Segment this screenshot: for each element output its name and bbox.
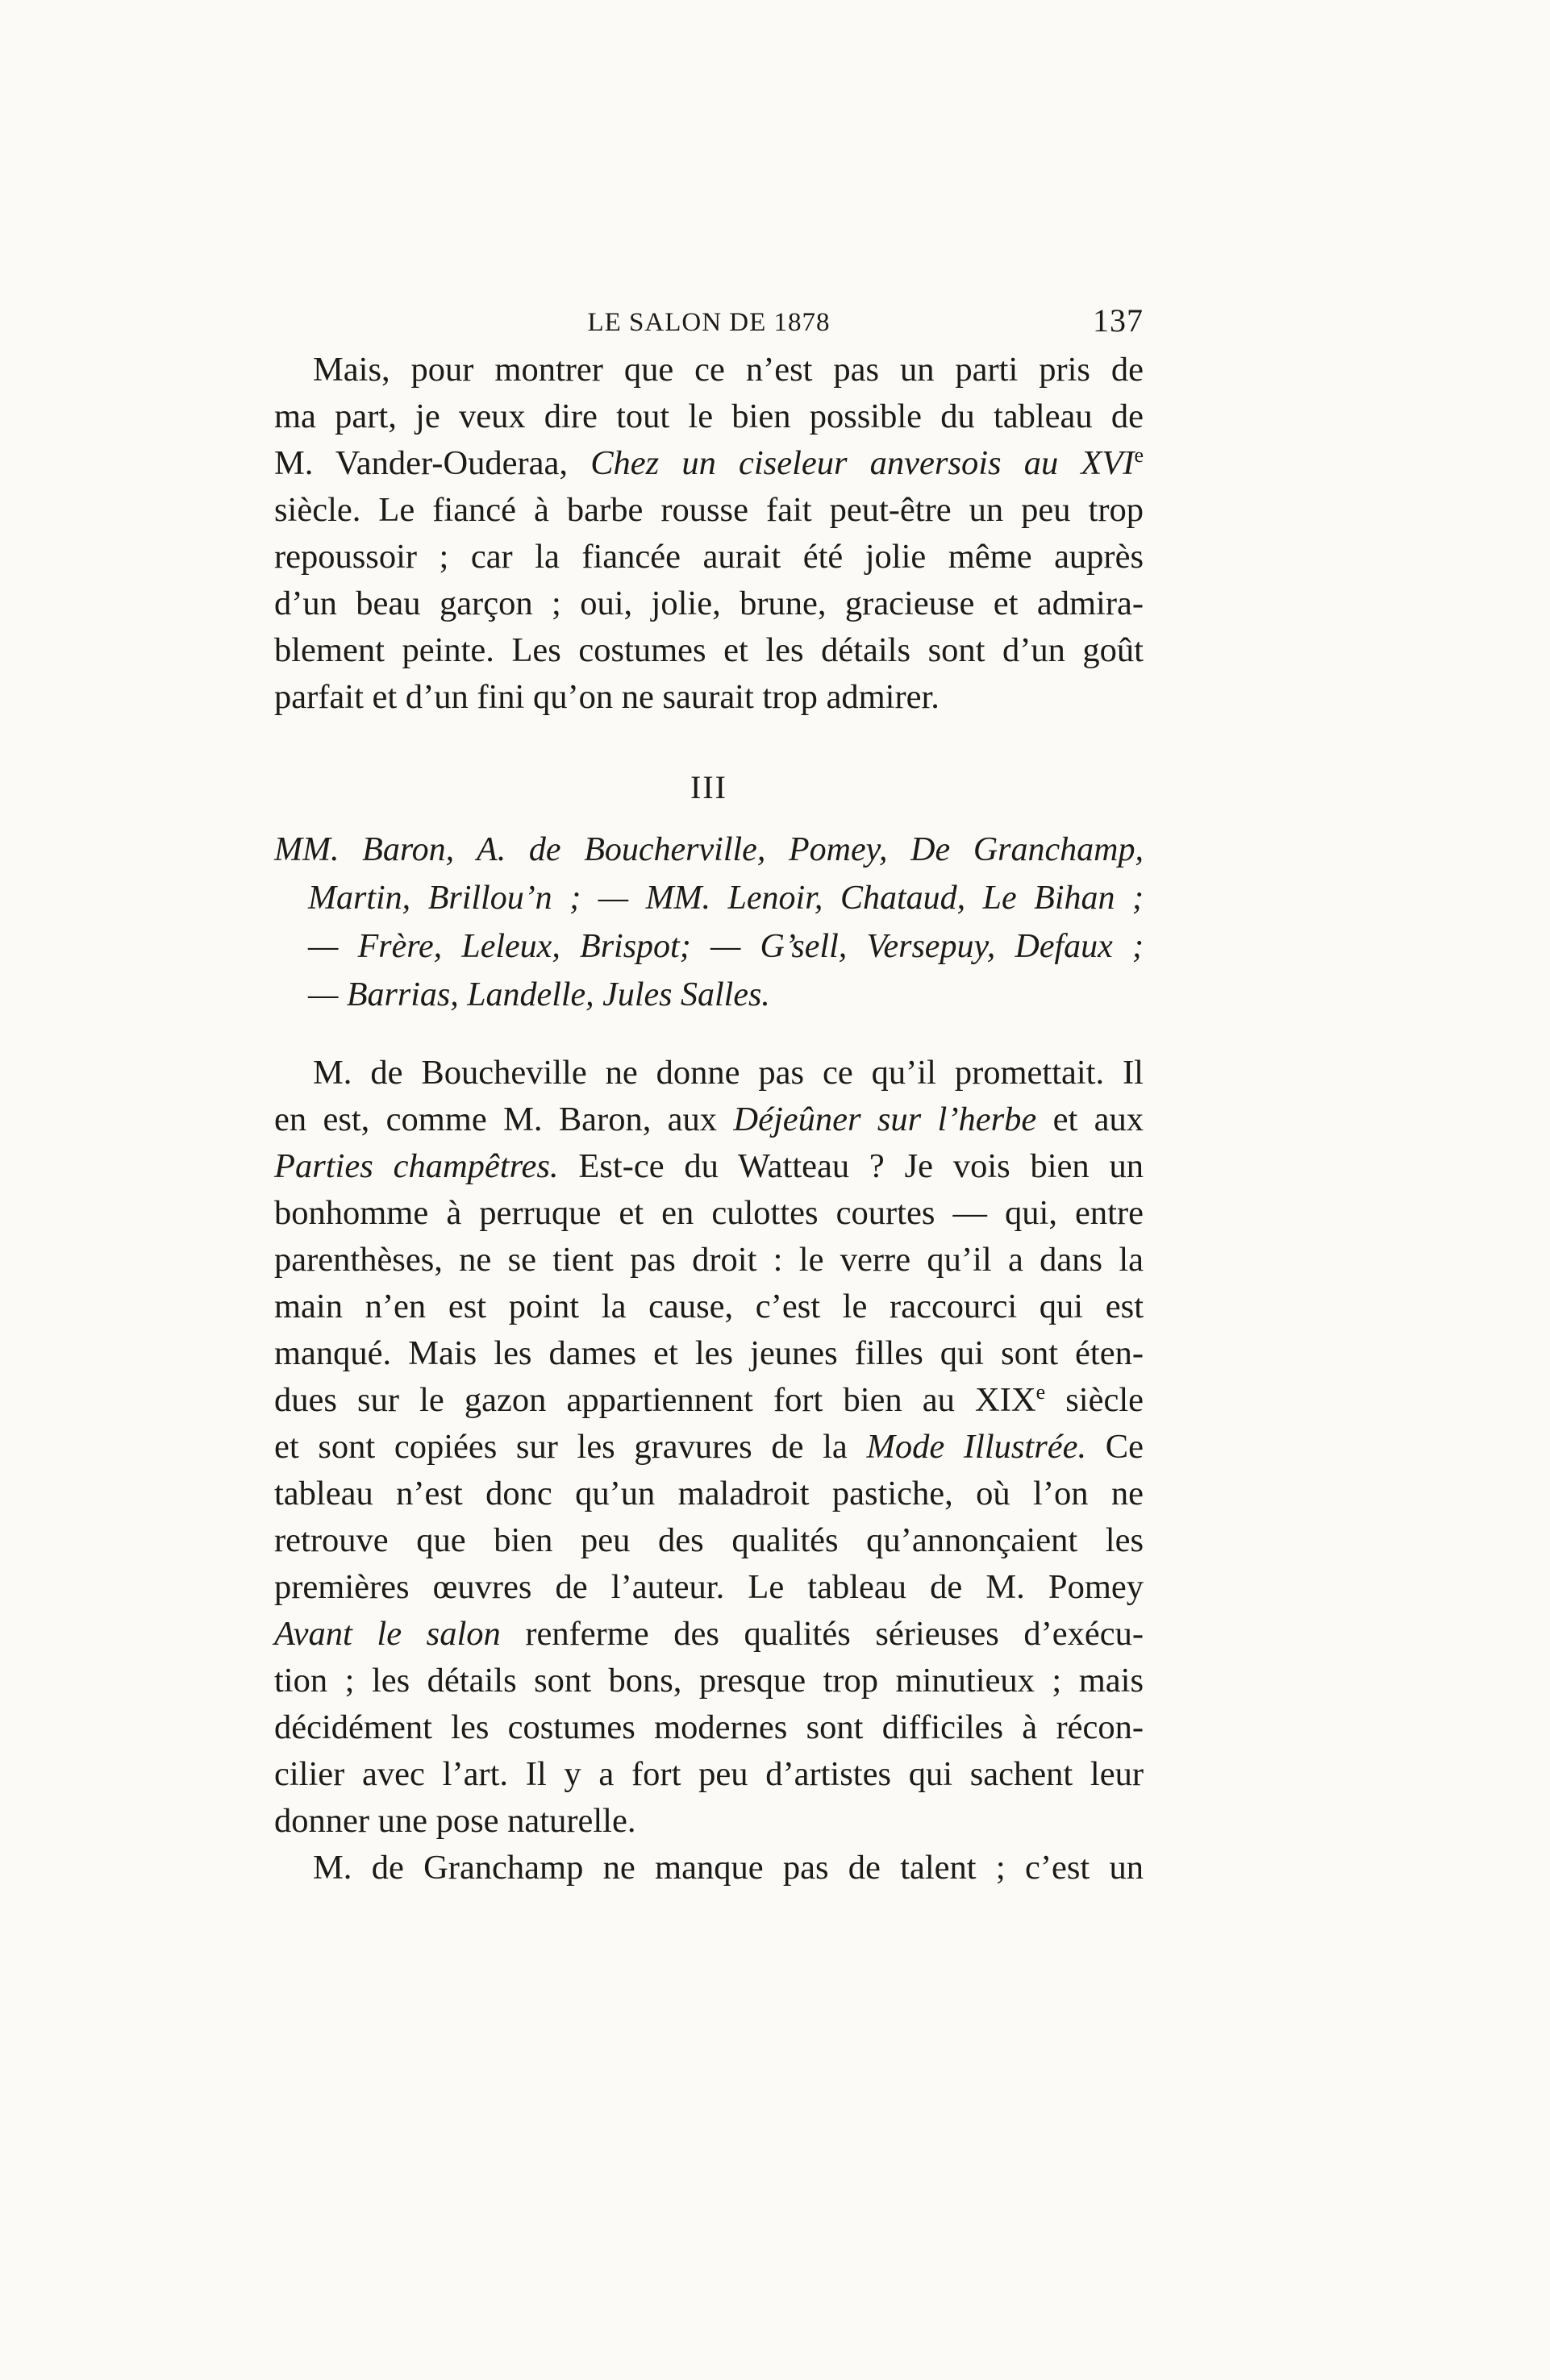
paragraph-granchamp — [274, 1845, 1144, 1891]
text-line: main n’en est point la cause, c’est le raccourci qui est — [274, 1288, 1144, 1325]
text-line: d’un beau garçon ; oui, jolie, brune, gracieuse et admira- — [274, 585, 1144, 622]
text-fragment: et aux — [1036, 1101, 1144, 1138]
paragraph-vander-ouderaa — [274, 347, 1144, 721]
text-line: manqué. Mais les dames et les jeunes filles qui sont éten- — [274, 1334, 1144, 1372]
text-line — [274, 1611, 1144, 1658]
text-line: ma part, je veux dire tout le bien possible du tableau de — [274, 397, 1144, 435]
text-line — [274, 1096, 1144, 1143]
text-line: tion ; les détails sont bons, presque trop minutieux ; mais — [274, 1662, 1144, 1700]
painting-title: Avant le salon — [274, 1615, 501, 1653]
text-line: M. de Granchamp ne manque pas de talent ; c’est un — [313, 1849, 1144, 1887]
names-line: — Barrias, Landelle, Jules Salles. — [308, 976, 770, 1013]
publication-title: Mode Illustrée. — [866, 1428, 1087, 1466]
page-number: 137 — [1093, 302, 1144, 339]
painting-title: Parties champêtres. — [274, 1147, 559, 1185]
text-fragment: renferme des qualités sérieuses d’exécu- — [500, 1615, 1144, 1653]
names-line: Martin, Brillou’n ; — MM. Lenoir, Chataud, Le Bihan ; — [308, 880, 1144, 917]
text-line: repoussoir ; car la fiancée aurait été jolie même auprès — [274, 538, 1144, 576]
text-fragment: Est-ce du Watteau ? Je vois bien un — [558, 1147, 1144, 1185]
names-line: MM. Baron, A. de Boucherville, Pomey, De Granchamp, — [274, 831, 1144, 868]
text-line: bonhomme à perruque et en culottes courtes — qui, entre — [274, 1194, 1144, 1232]
superscript: e — [1035, 1379, 1046, 1404]
text-fragment: Ce — [1086, 1428, 1144, 1466]
running-title: LE SALON DE 1878 — [587, 308, 831, 337]
names-line: — Frère, Leleux, Brispot; — G’sell, Versepuy, Defaux ; — [308, 928, 1144, 965]
text-line: blement peinte. Les costumes et les détails sont d’un goût — [274, 631, 1144, 669]
book-page — [274, 298, 1144, 1891]
text-line: tableau n’est donc qu’un maladroit pastiche, où l’on ne — [274, 1475, 1144, 1512]
text-fragment: en est, comme M. Baron, aux — [274, 1101, 734, 1138]
paragraph-boucheville — [274, 1050, 1144, 1845]
text-line: cilier avec l’art. Il y a fort peu d’artistes qui sachent leur — [274, 1755, 1144, 1793]
artist-names-list — [274, 826, 1144, 1019]
superscript: e — [1134, 443, 1144, 467]
text-line: donner une pose naturelle. — [274, 1802, 636, 1840]
text-fragment: dues sur le gazon appartiennent fort bien au XIX — [274, 1381, 1036, 1419]
text-line: premières œuvres de l’auteur. Le tableau de M. Pomey — [274, 1568, 1144, 1606]
text-fragment: siècle — [1045, 1381, 1144, 1419]
section-heading: III — [690, 769, 727, 805]
text-line: retrouve que bien peu des qualités qu’annonçaient les — [274, 1521, 1144, 1559]
text-fragment: M. Vander-Ouderaa, — [274, 444, 591, 482]
text-line: parenthèses, ne se tient pas droit : le verre qu’il a dans la — [274, 1241, 1144, 1279]
text-line — [274, 1143, 1144, 1190]
text-line: parfait et d’un fini qu’on ne saurait trop admirer. — [274, 678, 940, 716]
text-line — [274, 1377, 1144, 1424]
painting-title: Déjeûner sur l’herbe — [733, 1101, 1037, 1138]
text-line-with-title — [274, 440, 1144, 487]
text-line — [274, 1424, 1144, 1471]
text-fragment: et sont copiées sur les gravures de la — [274, 1428, 867, 1466]
text-line: siècle. Le fiancé à barbe rousse fait peut-être un peu trop — [274, 491, 1144, 529]
painting-title: Chez un ciseleur anversois au XVI — [590, 444, 1135, 482]
text-line: M. de Boucheville ne donne pas ce qu’il promettait. Il — [313, 1054, 1144, 1092]
text-line: Mais, pour montrer que ce n’est pas un parti pris de — [313, 351, 1144, 389]
text-line: décidément les costumes modernes sont difficiles à récon- — [274, 1708, 1144, 1746]
running-head — [274, 298, 1144, 347]
